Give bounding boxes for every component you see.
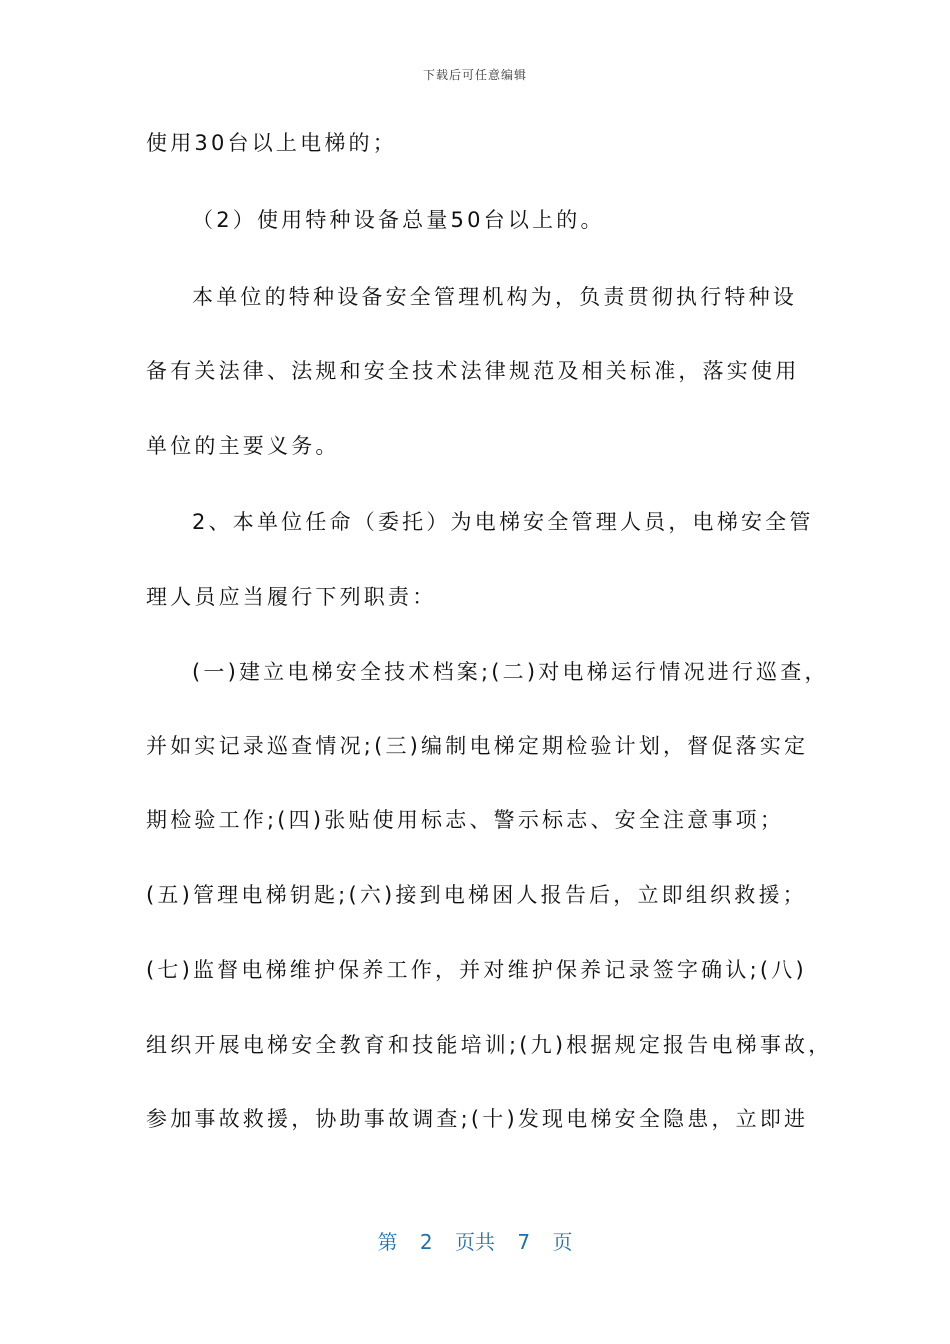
page-footer [0, 1226, 950, 1255]
page-label-prefix: 第 [377, 1230, 398, 1254]
text-line: 本单位的特种设备安全管理机构为，负责贯彻执行特种设 [192, 285, 797, 309]
page-label-suffix: 页 [552, 1230, 573, 1254]
text-line: 并如实记录巡查情况;(三)编制电梯定期检验计划，督促落实定 [146, 734, 809, 758]
total-pages: 7 [517, 1230, 531, 1254]
text-line: 备有关法律、法规和安全技术法律规范及相关标准，落实使用 [146, 359, 800, 383]
text-line: (五)管理电梯钥匙;(六)接到电梯困人报告后，立即组织救援； [146, 883, 807, 907]
text-line: 单位的主要义务。 [146, 434, 340, 458]
text-line: 参加事故救援，协助事故调查;(十)发现电梯安全隐患，立即进 [146, 1107, 809, 1131]
text-line: (一)建立电梯安全技术档案;(二)对电梯运行情况进行巡查， [192, 660, 829, 684]
page-label-mid: 页共 [455, 1230, 495, 1254]
text-line: （2）使用特种设备总量50台以上的。 [192, 208, 605, 232]
page-number: 2 [419, 1230, 433, 1254]
text-line: (七)监督电梯维护保养工作，并对维护保养记录签字确认;(八) [146, 958, 807, 982]
text-line: 期检验工作;(四)张贴使用标志、警示标志、安全注意事项； [146, 808, 785, 832]
text-line: 理人员应当履行下列职责： [146, 585, 437, 609]
text-line: 组织开展电梯安全教育和技能培训;(九)根据规定报告电梯事故， [146, 1033, 833, 1057]
text-line: 2、本单位任命（委托）为电梯安全管理人员，电梯安全管 [192, 510, 814, 534]
text-line: 使用30台以上电梯的； [146, 131, 397, 155]
page-header: 下载后可任意编辑 [422, 68, 527, 82]
